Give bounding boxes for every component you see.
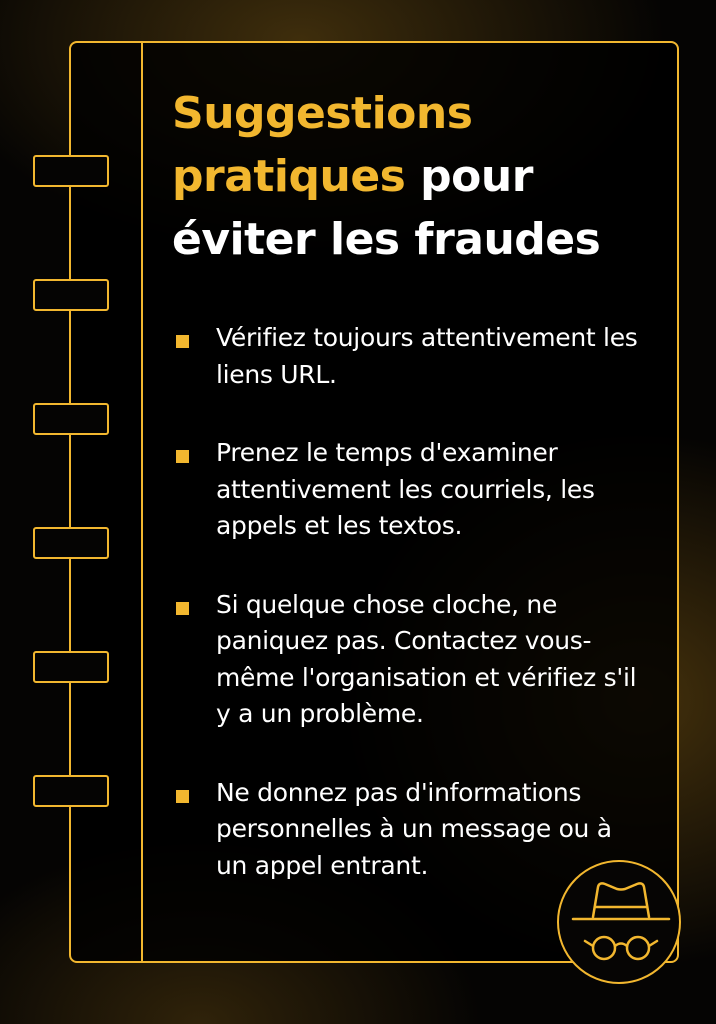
bullet-square [176, 790, 189, 803]
binder-ring [33, 527, 109, 559]
bullet-square [176, 335, 189, 348]
tip-text: Prenez le temps d'examiner attentivement les courriels, les appels et les textos. [216, 438, 595, 540]
tip-text: Si quelque chose cloche, ne paniquez pas. Contactez vous-même l'organisation et vérifiez s'il y a un problème. [216, 589, 637, 728]
bullet-square [176, 602, 189, 615]
incognito-icon [559, 862, 683, 986]
title-highlight-2: pratiques [172, 151, 406, 202]
binder-ring [33, 403, 109, 435]
tip-item [176, 587, 646, 733]
title-text-2: pour [405, 151, 533, 202]
binder-ring [33, 155, 109, 187]
tip-text: Ne donnez pas d'informations personnelles à un message ou à un appel entrant. [216, 777, 612, 880]
tip-item [176, 435, 646, 545]
binder-ring [33, 775, 109, 807]
title-highlight-1: Suggestions [172, 88, 473, 139]
title-text-3: éviter les fraudes [172, 214, 601, 265]
tips-list [176, 320, 646, 926]
page-title [172, 82, 652, 271]
tip-item [176, 320, 646, 393]
bullet-square [176, 450, 189, 463]
tip-text: Vérifiez toujours attentivement les liens URL. [216, 323, 638, 389]
binder-ring [33, 279, 109, 311]
incognito-badge [557, 860, 681, 984]
notebook-spine [141, 42, 143, 962]
binder-ring [33, 651, 109, 683]
